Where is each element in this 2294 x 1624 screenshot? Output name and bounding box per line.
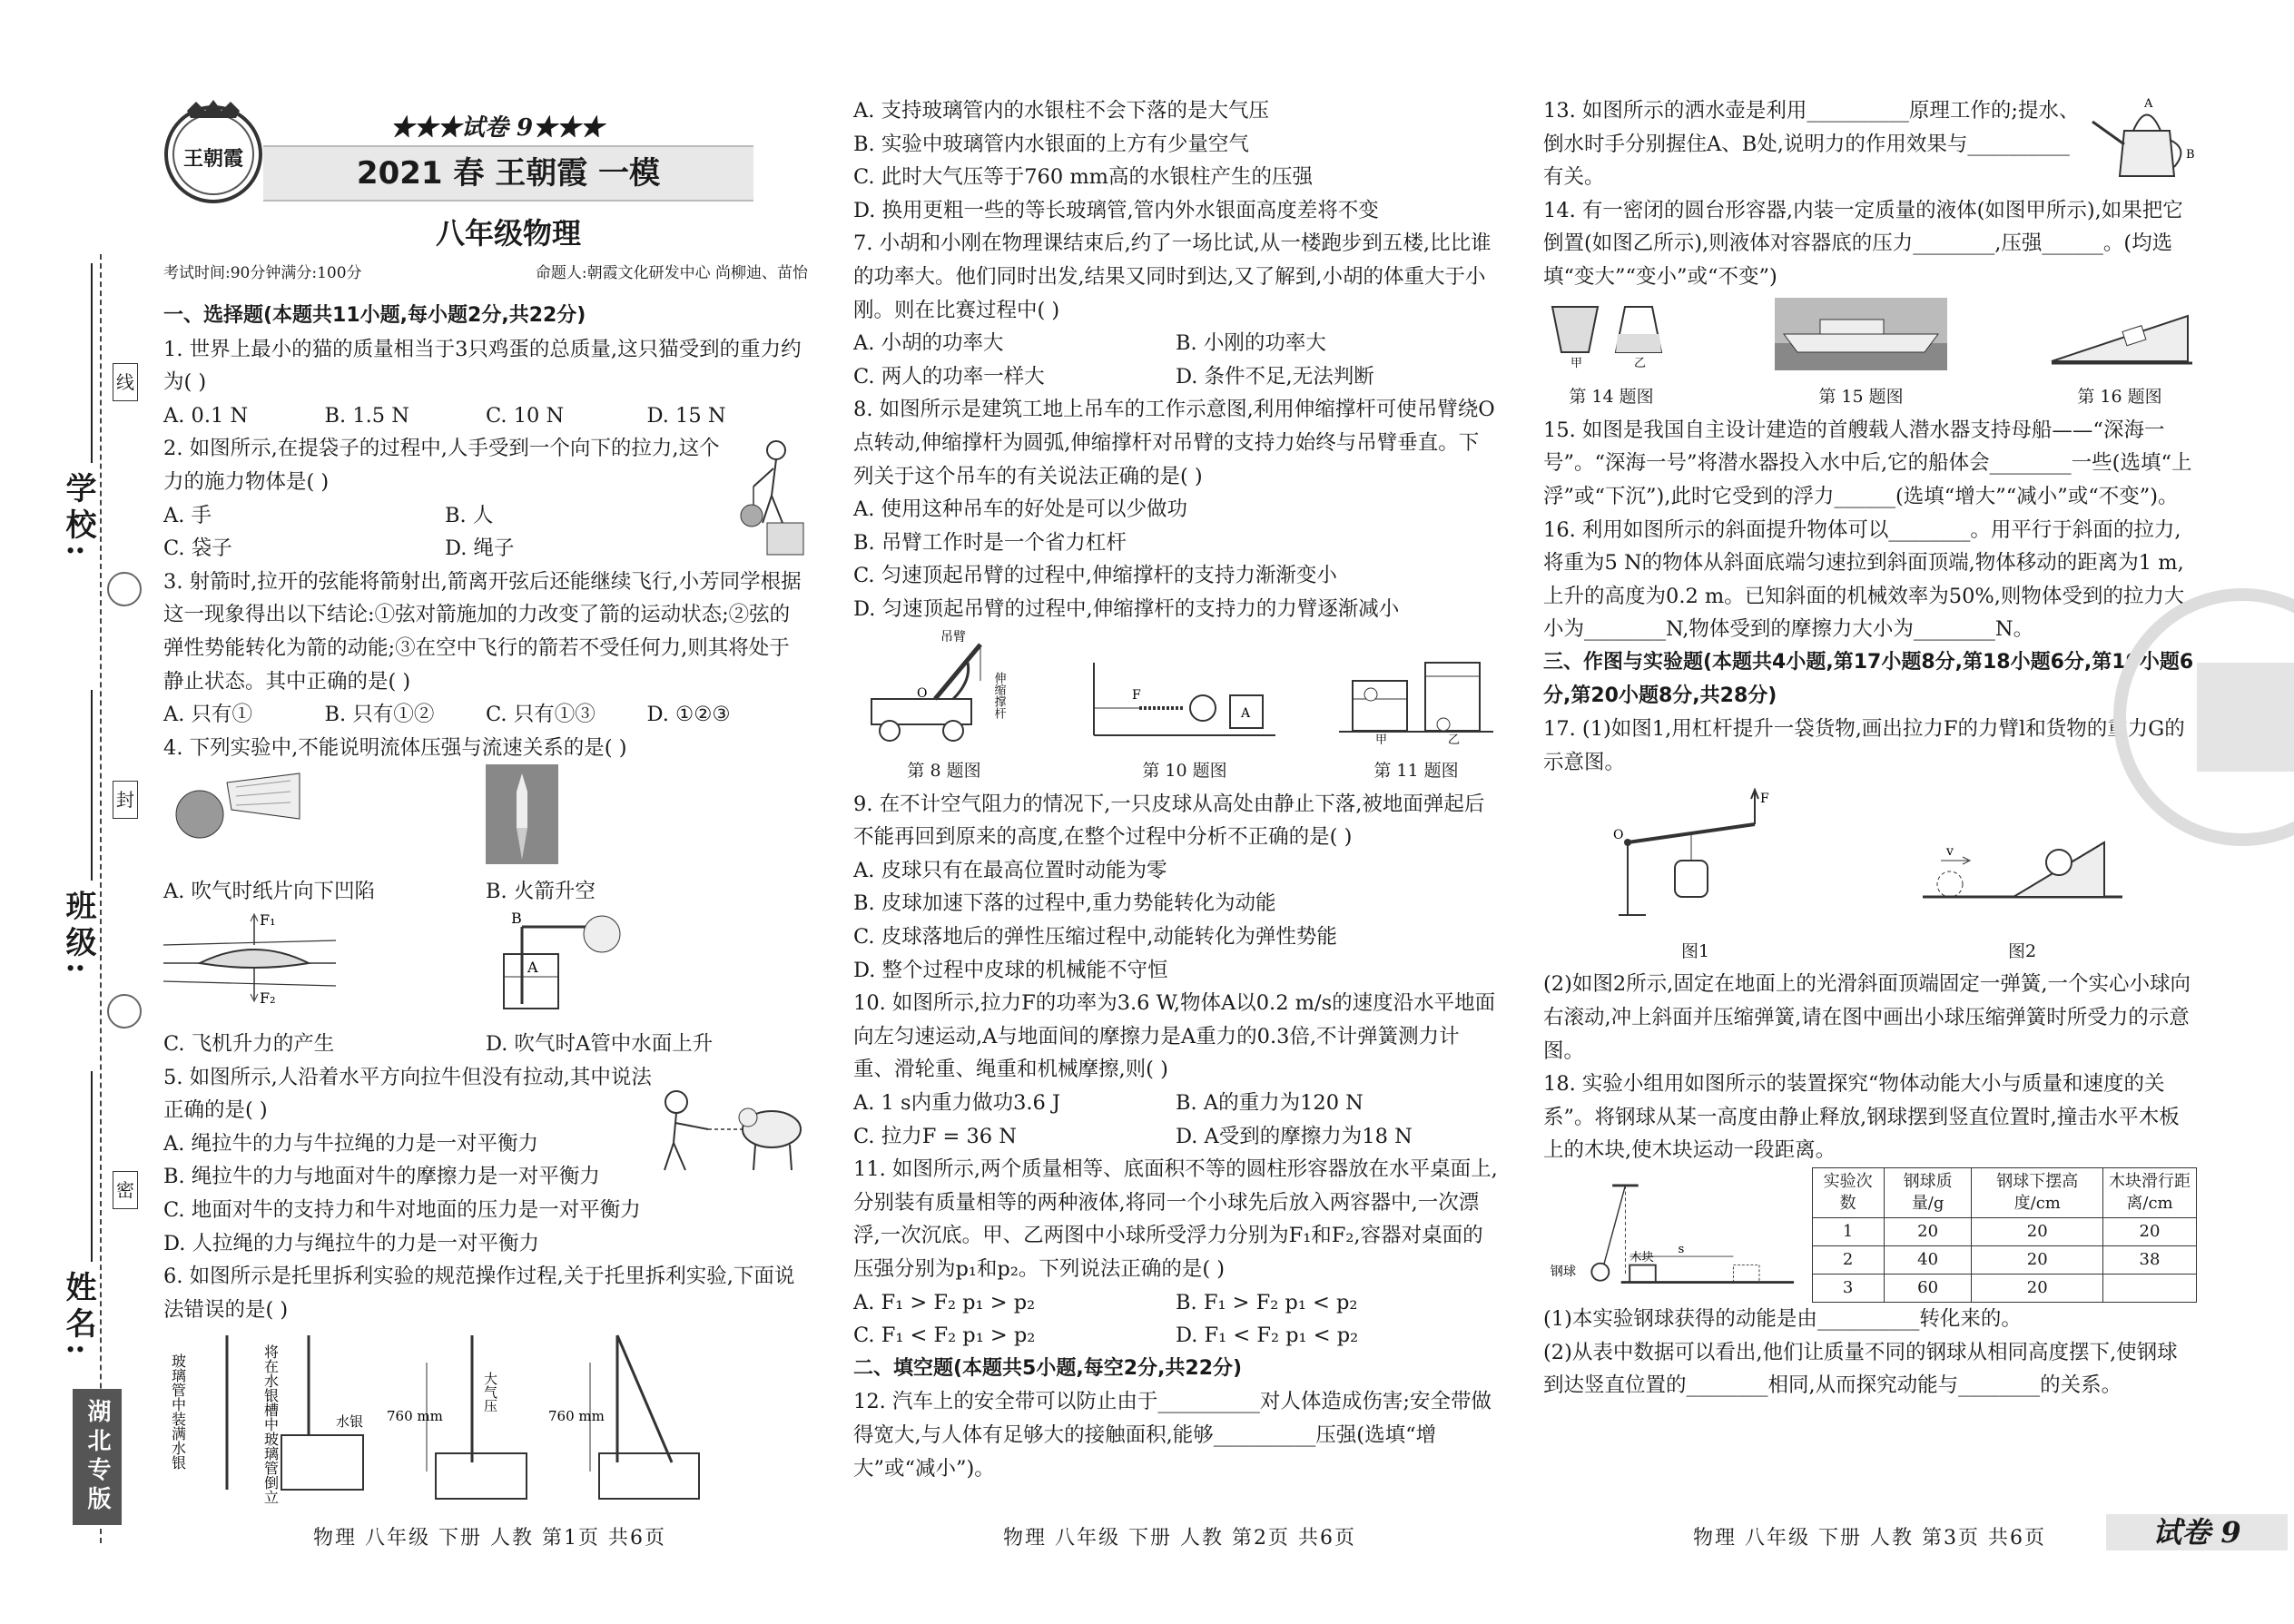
name-fill-line <box>91 1071 93 1262</box>
question-15: 15. 如图是我国自主设计建造的首艘载人潜水器支持母船——“深海一号”。“深海一号”将潜水器投入水中后,它的船体会________一些(选填“上浮”或“下沉”),此时它受到的浮力______(选填“增大”“减小”或“不变”)。 <box>1543 418 2192 508</box>
fig15-caption: 第 15 题图 <box>1818 387 1904 408</box>
question-4: 4. 下列实验中,不能说明流体压强与流速关系的是( ) <box>163 735 627 760</box>
pull-cow-figure <box>654 1079 808 1179</box>
option: B. 小刚的功率大 <box>1176 331 1326 356</box>
column-1 <box>163 300 808 1519</box>
fig-label: F <box>1759 792 1769 807</box>
class-fill-line <box>91 690 93 881</box>
fig-label: F <box>1132 687 1141 703</box>
section-choice-heading: 一、选择题(本题共11小题,每小题2分,共22分) <box>163 304 586 327</box>
question-7-options <box>853 327 1498 360</box>
option: C. 袋子 <box>163 536 232 561</box>
author-line: 命题人:朝霞文化研发中心 尚柳迪、苗怡 <box>535 264 808 282</box>
footer-page-2: 物理 八年级 下册 人教 第2页 共6页 <box>1003 1527 1356 1550</box>
fig14-caption: 第 14 题图 <box>1569 387 1654 408</box>
fig-label: 760 mm <box>548 1408 605 1425</box>
rocket-figure <box>486 764 558 864</box>
option: B. 1.5 N <box>324 403 409 428</box>
table-header: 实验次数 <box>1812 1168 1884 1218</box>
table-cell: 2 <box>1812 1246 1884 1275</box>
airfoil-figure <box>163 909 345 1018</box>
table-cell: 1 <box>1812 1218 1884 1246</box>
option: A. 支持玻璃管内的水银柱不会下落的是大气压 <box>853 99 1270 123</box>
binding-margin <box>0 0 136 1624</box>
q4-d-label: D. 吹气时A管中水面上升 <box>486 1032 714 1057</box>
section-drawing-heading: 三、作图与实验题(本题共4小题,第17小题8分,第18小题6分,第19小题6分,第20小题8分,共28分) <box>1543 650 2194 707</box>
fig2-caption: 图2 <box>2007 940 2037 961</box>
column-2 <box>853 94 1498 1485</box>
question-18-part2: (2)从表中数据可以看出,他们让质量不同的钢球从相同高度摆下,使钢球到达竖直位置的________相同,从而探究动能与________的关系。 <box>1543 1340 2178 1398</box>
option: D. 换用更粗一些的等长玻璃管,管内外水银面高度差将不变 <box>853 198 1379 222</box>
question-7: 7. 小胡和小刚在物理课结束后,约了一场比试,从一楼跑步到五楼,比比谁的功率大。他们同时出发,结果又同时到达,又了解到,小胡的体重大于小刚。则在比赛过程中( ) <box>853 231 1492 322</box>
question-11-options-row2 <box>853 1319 1498 1353</box>
seal-tag-line: 线 <box>113 363 138 401</box>
table-cell: 20 <box>1972 1218 2103 1246</box>
fig-label: A <box>2144 97 2153 111</box>
fig-label: 大气压 <box>482 1372 498 1413</box>
section-fill-heading: 二、填空题(本题共5小题,每空2分,共22分) <box>853 1356 1243 1380</box>
fig-label: 水银 <box>336 1413 364 1431</box>
option: D. 条件不足,无法判断 <box>1176 364 1374 389</box>
question-10-options <box>853 1087 1498 1120</box>
frustum-containers-figure <box>1543 298 1679 370</box>
question-18: 18. 实验小组用如图所示的装置探究“物体动能大小与质量和速度的关系”。将钢球从某一高度由静止释放,钢球摆到竖直位置时,撞击水平木板上的木块,使木块运动一段距离。 <box>1543 1072 2180 1163</box>
option: D. F₁ < F₂ p₁ < p₂ <box>1176 1324 1359 1348</box>
watering-can-figure <box>2088 94 2197 185</box>
crane-figure <box>853 626 1035 744</box>
option: D. 15 N <box>646 403 726 428</box>
question-11-options <box>853 1286 1498 1320</box>
question-1-options <box>163 399 808 433</box>
fig-label: 甲 <box>1570 356 1583 370</box>
fig8-caption: 第 8 题图 <box>907 761 981 782</box>
question-18-part1: (1)本实验钢球获得的动能是由__________转化来的。 <box>1543 1307 2022 1332</box>
ship-figure <box>1775 298 1947 370</box>
question-8: 8. 如图所示是建筑工地上吊车的工作示意图,利用伸缩撑杆可使吊臂绕O点转动,伸缩撑杆为圆弧,伸缩撑杆对吊臂的支持力始终与吊臂垂直。下列关于这个吊车的有关说法正确的是( ) <box>853 398 1495 488</box>
option: C. 此时大气压等于760 mm高的水银柱产生的压强 <box>853 165 1313 190</box>
fig-label: B <box>2186 148 2195 162</box>
option: C. 拉力F = 36 N <box>853 1124 1017 1148</box>
fig-label: 钢球 <box>1550 1265 1577 1280</box>
question-2-options <box>163 499 726 533</box>
option: B. 皮球加速下落的过程中,重力势能转化为动能 <box>853 891 1276 916</box>
blow-tube-figure <box>486 909 631 1018</box>
pulley-figure <box>1085 654 1285 744</box>
fig1-caption: 图1 <box>1680 940 1710 961</box>
option: A. 小胡的功率大 <box>853 331 1004 356</box>
option: D. ①②③ <box>646 703 731 727</box>
table-cell: 20 <box>1972 1246 2103 1275</box>
footer-page-1: 物理 八年级 下册 人教 第1页 共6页 <box>313 1527 666 1550</box>
option: A. 皮球只有在最高位置时动能为零 <box>853 858 1167 882</box>
table-cell: 60 <box>1884 1275 1972 1303</box>
question-12: 12. 汽车上的安全带可以防止由于__________对人体造成伤害;安全带做得宽大,与人体有足够大的接触面积,能够__________压强(选填“增大”或“减小”)。 <box>853 1390 1492 1481</box>
option: A. 0.1 N <box>163 403 249 428</box>
tube-label: A <box>527 958 538 976</box>
option: C. 皮球落地后的弹性压缩过程中,动能转化为弹性势能 <box>853 925 1337 950</box>
fig-label: A <box>1241 705 1251 721</box>
option: B. F₁ > F₂ p₁ < p₂ <box>1176 1290 1358 1314</box>
option: D. 匀速顶起吊臂的过程中,伸缩撑杆的支持力的力臂逐渐减小 <box>853 596 1400 621</box>
fig-label: v <box>1945 844 1954 860</box>
question-16: 16. 利用如图所示的斜面提升物体可以________。用平行于斜面的拉力,将重为5 N的物体从斜面底端匀速拉到斜面顶端,物体移动的距离为1 m,上升的高度为0.2 m。已知斜面的机械效率为50%,则物体受到的拉力大小为________N,物体受到的摩擦力大小为________N。 <box>1543 517 2185 642</box>
question-10: 10. 如图所示,拉力F的功率为3.6 W,物体A以0.2 m/s的速度沿水平地面向左匀速运动,A与地面间的摩擦力是A重力的0.3倍,不计弹簧测力计重、滑轮重、绳重和机械摩擦,则( ) <box>853 991 1496 1082</box>
fig-label: 吊臂 <box>940 629 966 645</box>
question-3: 3. 射箭时,拉开的弦能将箭射出,箭离开弦后还能继续飞行,小芳同学根据这一现象得出以下结论:①弦对箭施加的力改变了箭的运动状态;②弦的弹性势能转化为箭的动能;③在空中飞行的箭若不受任何力,则其将处于静止状态。其中正确的是( ) <box>163 569 802 694</box>
table-cell: 40 <box>1884 1246 1972 1275</box>
fig-label: O <box>917 685 928 701</box>
fig-label: 甲 <box>1375 733 1388 744</box>
fig11-caption: 第 11 题图 <box>1373 761 1459 782</box>
q4-a-label: A. 吹气时纸片向下凹陷 <box>163 879 376 903</box>
table-header: 钢球下摆高度/cm <box>1972 1168 2103 1218</box>
table-row <box>1812 1218 2196 1246</box>
containers-figure <box>1334 654 1498 744</box>
table-cell: 38 <box>2103 1246 2197 1275</box>
fig-label: 乙 <box>1448 733 1461 744</box>
fig16-caption: 第 16 题图 <box>2077 387 2162 408</box>
pendulum-block-figure <box>1543 1176 1803 1303</box>
option: B. 实验中玻璃管内水银面的上方有少量空气 <box>853 132 1249 156</box>
school-fill-line <box>91 263 93 463</box>
exam-meta <box>163 260 808 282</box>
school-label: 学校: <box>60 472 96 562</box>
seal-tag-secret: 密 <box>113 1171 138 1209</box>
incline-figure <box>2043 298 2197 370</box>
question-11: 11. 如图所示,两个质量相等、底面积不等的圆柱形容器放在水平桌面上,分别装有质量相等的两种液体,将同一个小球先后放入两容器中,一次漂浮,一次沉底。甲、乙两图中小球所受浮力分别为F₁和F₂,容器对桌面的压强分别为p₁和p₂。下列说法正确的是( ) <box>853 1157 1498 1281</box>
fig-label: 木块 <box>1629 1250 1654 1265</box>
option: C. 地面对牛的支持力和牛对地面的压力是一对平衡力 <box>163 1198 641 1223</box>
watermark-seal-icon <box>2106 581 2294 853</box>
option: B. 只有①② <box>324 703 435 727</box>
option: A. 使用这种吊车的好处是可以少做功 <box>853 497 1188 522</box>
question-10-options-row2 <box>853 1120 1498 1154</box>
question-13: 13. 如图所示的洒水壶是利用__________原理工作的;提水、倒水时手分别握住A、B处,说明力的作用效果与__________有关。 <box>1543 99 2080 190</box>
table-cell: 20 <box>1884 1218 1972 1246</box>
option: A. F₁ > F₂ p₁ > p₂ <box>853 1290 1036 1314</box>
fig-label: 玻璃管中装满水银 <box>169 1353 187 1471</box>
table-cell: 20 <box>1972 1275 2103 1303</box>
subject-title: 八年级物理 <box>436 216 582 251</box>
question-3-options <box>163 698 808 732</box>
table-header: 钢球质量/g <box>1884 1168 1972 1218</box>
name-label: 姓名: <box>60 1271 96 1361</box>
fig-label: 将在水银槽中玻璃管倒立 <box>261 1344 280 1505</box>
table-cell: 3 <box>1812 1275 1884 1303</box>
q4-b-label: B. 火箭升空 <box>486 879 596 903</box>
footer-page-3: 物理 八年级 下册 人教 第3页 共6页 <box>1693 1527 2046 1550</box>
fig-label: s <box>1678 1243 1685 1257</box>
fig-label: 760 mm <box>387 1408 443 1425</box>
blow-paper-figure <box>163 764 309 864</box>
question-6: 6. 如图所示是托里拆利实验的规范操作过程,关于托里拆利实验,下面说法错误的是( ) <box>163 1265 795 1322</box>
question-17-part2: (2)如图2所示,固定在地面上的光滑斜面顶端固定一弹簧,一个实心小球向右滚动,冲上斜面并压缩弹簧,请在图中画出小球压缩弹簧时所受力的示意图。 <box>1543 972 2191 1063</box>
option: A. 手 <box>163 503 212 527</box>
torricelli-figure <box>163 1326 799 1508</box>
paper-mark: 试卷 9 <box>2106 1514 2288 1550</box>
question-2: 2. 如图所示,在提袋子的过程中,人手受到一个向下的拉力,这个力的施力物体是( ) <box>163 437 720 494</box>
option: B. 绳拉牛的力与地面对牛的摩擦力是一对平衡力 <box>163 1165 600 1189</box>
lever-figure <box>1610 788 1782 924</box>
fig-label: 乙 <box>1634 356 1647 370</box>
question-14: 14. 有一密闭的圆台形容器,内装一定质量的液体(如图甲所示),如果把它倒置(如图乙所示),则液体对容器底的压力________,压强______。(均选填“变大”“变小”或“不变”) <box>1543 198 2183 289</box>
q4-c-label: C. 飞机升力的产生 <box>163 1032 335 1057</box>
option: C. 两人的功率一样大 <box>853 364 1045 389</box>
option: A. 1 s内重力做功3.6 J <box>853 1091 1061 1116</box>
option: A. 绳拉牛的力与牛拉绳的力是一对平衡力 <box>163 1131 539 1156</box>
full-score: 满分:100分 <box>281 264 362 282</box>
fig-label: 伸缩撑杆 <box>991 671 1006 719</box>
logo-text: 王朝霞 <box>182 147 243 171</box>
fig-label: O <box>1612 828 1623 843</box>
table-header: 木块滑行距离/cm <box>2103 1168 2197 1218</box>
force-label: F₁ <box>260 910 276 929</box>
option: C. F₁ < F₂ p₁ > p₂ <box>853 1324 1036 1348</box>
option: C. 匀速顶起吊臂的过程中,伸缩撑杆的支持力渐渐变小 <box>853 564 1337 588</box>
question-17: 17. (1)如图1,用杠杆提升一袋货物,画出拉力F的力臂l和货物的重力G的示意图。 <box>1543 717 2185 774</box>
fig10-caption: 第 10 题图 <box>1142 761 1227 782</box>
question-2-options-row2 <box>163 532 726 566</box>
table-row <box>1812 1275 2196 1303</box>
option: C. 10 N <box>486 403 565 428</box>
table-row <box>1812 1246 2196 1275</box>
edition-badge: 湖北专版 <box>73 1389 122 1525</box>
paper-number-tag: ★★★试卷 9★★★ <box>390 114 605 142</box>
option: D. A受到的摩擦力为18 N <box>1176 1124 1413 1148</box>
column-3 <box>1543 94 2197 1403</box>
tube-label: B <box>511 909 522 927</box>
table-cell: 20 <box>2103 1218 2197 1246</box>
option: D. 人拉绳的力与绳拉牛的力是一对平衡力 <box>163 1231 540 1255</box>
question-5: 5. 如图所示,人沿着水平方向拉牛但没有拉动,其中说法正确的是( ) <box>163 1065 652 1123</box>
person-lifting-bag-figure <box>726 432 808 559</box>
option: C. 只有①③ <box>486 703 596 727</box>
option: B. 人 <box>445 503 494 527</box>
question-1: 1. 世界上最小的猫的质量相当于3只鸡蛋的总质量,这只猫受到的重力约为( ) <box>163 337 802 395</box>
option: B. A的重力为120 N <box>1176 1091 1364 1116</box>
exam-time: 考试时间:90分钟 <box>163 264 281 282</box>
exam-title: 2021 春 王朝霞 一模 <box>263 145 753 202</box>
force-label: F₂ <box>260 989 276 1007</box>
table-cell <box>2103 1275 2197 1303</box>
spring-incline-figure <box>1914 788 2132 924</box>
seal-tag-seal: 封 <box>113 781 138 819</box>
class-label: 班级: <box>60 890 96 979</box>
question-7-options-row2 <box>853 360 1498 394</box>
binding-ring-icon <box>107 572 142 606</box>
option: A. 只有① <box>163 703 253 727</box>
option: D. 整个过程中皮球的机械能不守恒 <box>853 958 1168 982</box>
option: B. 吊臂工作时是一个省力杠杆 <box>853 530 1127 555</box>
option: D. 绳子 <box>445 536 515 561</box>
question-9: 9. 在不计空气阻力的情况下,一只皮球从高处由静止下落,被地面弹起后不能再回到原来的高度,在整个过程中分析不正确的是( ) <box>853 792 1485 850</box>
binding-ring-icon <box>107 994 142 1029</box>
experiment-table <box>1812 1167 2197 1303</box>
